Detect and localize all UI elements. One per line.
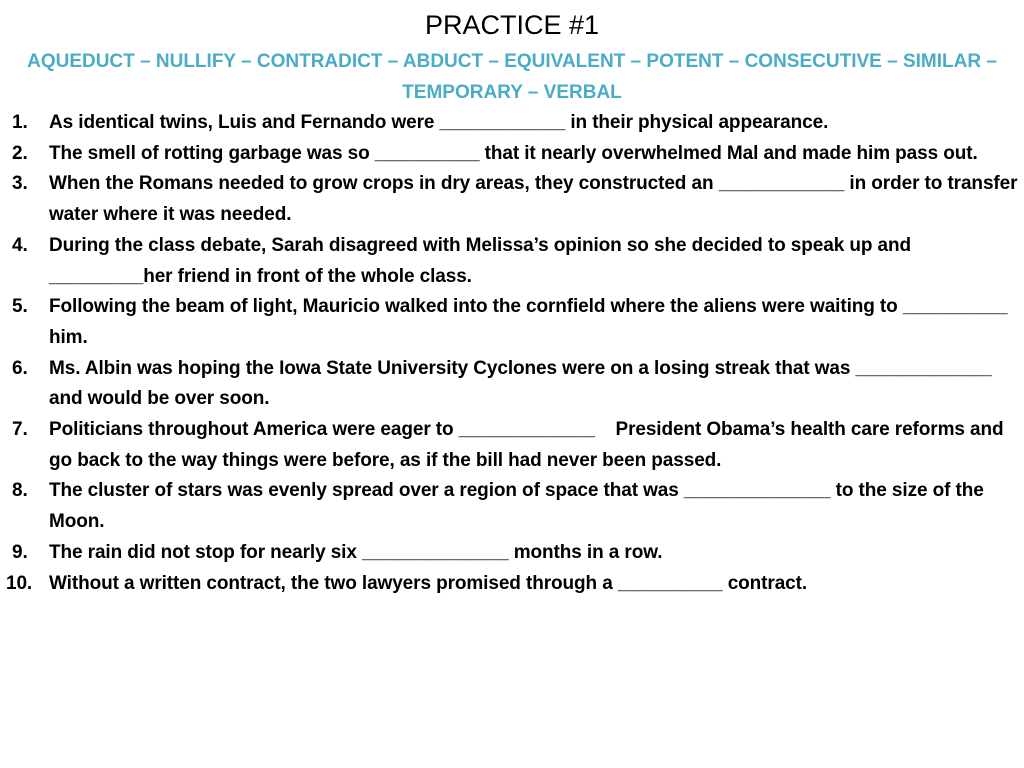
question-number: 7. [12, 419, 28, 441]
question-text: During the class debate, Sarah disagreed with Melissa’s opinion so she decided to speak up and _________her friend in front of the whole class. [49, 234, 912, 287]
question-number: 4. [12, 234, 28, 256]
question-item [0, 569, 1018, 600]
question-number: 2. [12, 142, 28, 164]
question-text: Without a written contract, the two lawyers promised through a __________ contract. [49, 572, 808, 594]
question-number: 9. [12, 541, 28, 563]
question-number: 6. [12, 357, 28, 379]
question-item [0, 169, 1018, 230]
question-text: The smell of rotting garbage was so __________ that it nearly overwhelmed Mal and made him pass out. [49, 142, 978, 164]
question-text: As identical twins, Luis and Fernando were ____________ in their physical appearance. [49, 112, 829, 133]
question-text: Politicians throughout America were eager to _____________ President Obama’s health care reforms and go back to the way things were before, as if the bill had never been passed. [49, 419, 1004, 471]
question-list [0, 108, 1018, 599]
question-text: The rain did not stop for nearly six ______________ months in a row. [49, 541, 663, 563]
question-item [0, 415, 1018, 476]
question-text: The cluster of stars was evenly spread over a region of space that was ______________ to the size of the Moon. [49, 480, 984, 533]
question-item [0, 292, 1018, 353]
question-item [0, 476, 1018, 537]
question-item [0, 231, 1018, 292]
question-item [0, 139, 1018, 170]
question-number: 10. [6, 572, 33, 594]
word-bank: AQUEDUCT – NULLIFY – CONTRADICT – ABDUCT – EQUIVALENT – POTENT – CONSECUTIVE – SIMILAR – TEMPORARY – VERBAL [27, 51, 997, 103]
question-text: Following the beam of light, Mauricio walked into the cornfield where the aliens were waiting to __________ him. [49, 296, 1008, 348]
question-number: 1. [12, 112, 28, 133]
question-text: When the Romans needed to grow crops in dry areas, they constructed an ____________ in order to transfer water where it was needed. [49, 173, 1018, 226]
question-item [0, 108, 1018, 139]
question-number: 8. [12, 480, 28, 502]
question-text: Ms. Albin was hoping the Iowa State University Cyclones were on a losing streak that was _____________ and would be over soon. [49, 357, 992, 410]
question-number: 5. [12, 296, 28, 318]
page-title: PRACTICE #1 [424, 10, 600, 40]
question-number: 3. [12, 173, 28, 195]
question-item [0, 354, 1018, 415]
question-item [0, 538, 1018, 569]
